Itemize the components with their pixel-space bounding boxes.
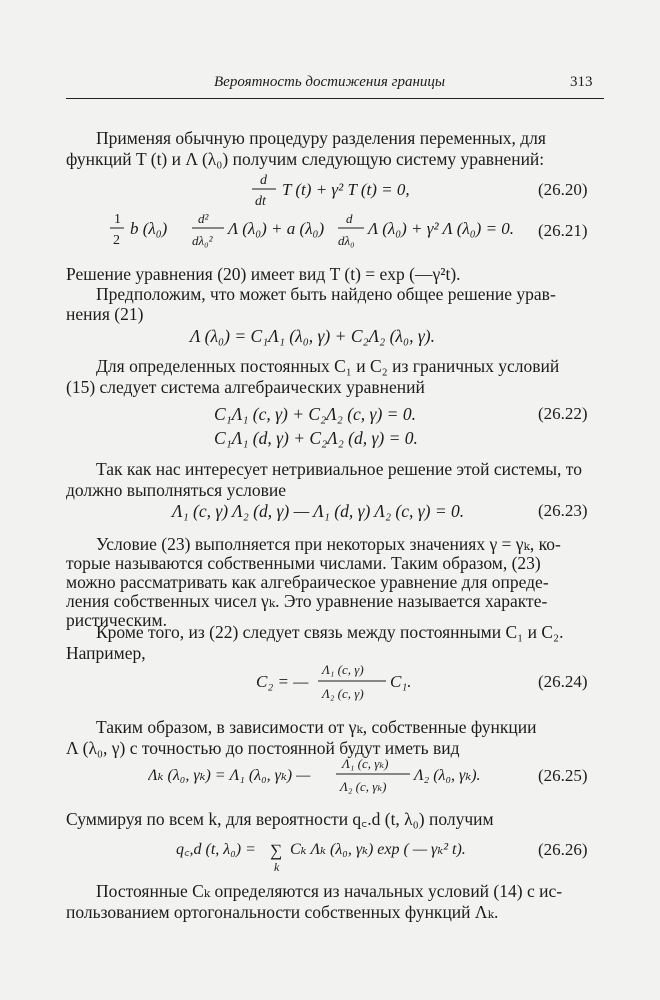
paragraph-3-line-2: нения (21) — [66, 304, 144, 324]
equation-number-26-20: (26.20) — [538, 180, 588, 199]
paragraph-7-line-2: Например, — [66, 643, 146, 663]
eq25-lhs: Λₖ (λ₀, γₖ) = Λ₁ (λ₀, γₖ) — — [148, 767, 311, 784]
equation-number-26-21: (26.21) — [538, 221, 588, 240]
paragraph-1-line-1: Применяя обычную процедуру разделения переменных, для — [96, 128, 546, 148]
equation-general-solution: Λ (λ₀) = C₁Λ₁ (λ₀, γ) + C₂Λ₂ (λ₀, γ). — [190, 326, 435, 346]
eq21-f2-num: d — [346, 211, 353, 226]
equation-26-21 — [110, 208, 530, 259]
eq24-tail: C₁. — [390, 672, 412, 691]
equation-26-23: Λ₁ (c, γ) Λ₂ (d, γ) — Λ₁ (d, γ) Λ₂ (c, γ) = 0. — [172, 501, 465, 521]
equation-number-26-25: (26.25) — [538, 766, 588, 785]
paragraph-6-line-3: можно рассматривать как алгебраическое уравнение для опреде- — [66, 572, 549, 592]
eq26-sum: ∑ — [270, 841, 283, 860]
eq21-f2-den: dλ₀ — [338, 233, 355, 248]
eq21-f1-den: dλ₀² — [192, 233, 213, 248]
header-rule — [66, 98, 604, 99]
equation-26-26 — [176, 830, 496, 883]
equation-26-24-svg — [256, 660, 436, 706]
paragraph-1-line-2: функций T (t) и Λ (λ₀) получим следующую систему уравнений: — [66, 149, 545, 169]
eq21-t1: b (λ₀) — [130, 219, 168, 238]
paragraph-8-line-1: Таким образом, в зависимости от γₖ, собственные функции — [96, 717, 537, 737]
equation-number-26-26: (26.26) — [538, 840, 588, 859]
page-number: 313 — [570, 74, 593, 90]
eq26-sum-index: k — [274, 860, 280, 874]
paragraph-6-line-5: ристическим. — [66, 610, 167, 630]
equation-number-26-24: (26.24) — [538, 672, 588, 691]
paragraph-7-line-1: Кроме того, из (22) следует связь между постоянными C₁ и C₂. — [96, 622, 564, 642]
paragraph-6-line-1: Условие (23) выполняется при некоторых значениях γ = γₖ, ко- — [96, 534, 561, 554]
equation-26-25 — [148, 754, 518, 805]
eq25-num: Λ₁ (c, γₖ) — [342, 756, 389, 771]
eq25-den: Λ₂ (c, γₖ) — [340, 779, 387, 794]
eq20-frac-den: dt — [255, 194, 266, 209]
running-header-title: Вероятность достижения границы — [214, 74, 446, 90]
eq25-tail: Λ₂ (λ₀, γₖ). — [414, 767, 481, 784]
paragraph-3-line-1: Предположим, что может быть найдено общее решение урав- — [96, 284, 556, 304]
equation-26-25-svg — [148, 754, 518, 800]
equation-26-22-line-1: C₁Λ₁ (c, γ) + C₂Λ₂ (c, γ) = 0. — [214, 404, 416, 424]
paragraph-10-line-2: пользованием ортогональности собственных функций Λₖ. — [66, 902, 499, 922]
paragraph-4-line-2: (15) следует система алгебраических уравнений — [66, 377, 425, 397]
eq20-frac-num: d — [260, 173, 267, 188]
equation-26-22-line-2: C₁Λ₁ (d, γ) + C₂Λ₂ (d, γ) = 0. — [214, 428, 418, 448]
eq26-lhs: q꜀,d (t, λ₀) = — [176, 841, 256, 858]
paragraph-5-line-2: должно выполняться условие — [66, 480, 287, 500]
paragraph-9: Суммируя по всем k, для вероятности q꜀.d (t, λ₀) получим — [66, 809, 494, 829]
eq21-f1-num: d² — [198, 211, 209, 226]
equation-26-20-svg — [252, 170, 482, 212]
eq21-t3: Λ (λ₀) + γ² Λ (λ₀) = 0. — [368, 219, 515, 238]
equation-number-26-23: (26.23) — [538, 501, 588, 520]
equation-number-26-22: (26.22) — [538, 404, 588, 423]
eq24-lhs: C₂ = — — [256, 672, 309, 691]
paragraph-10-line-1: Постоянные Cₖ определяются из начальных условий (14) с ис- — [96, 881, 563, 901]
eq21-c-den: 2 — [113, 233, 120, 248]
eq24-den: Λ₂ (c, γ) — [322, 686, 364, 701]
eq24-num: Λ₁ (c, γ) — [322, 662, 364, 677]
eq21-t2: Λ (λ₀) + a (λ₀) — [228, 219, 325, 238]
eq20-rest: T (t) + γ² T (t) = 0, — [282, 180, 410, 199]
eq21-c-num: 1 — [114, 212, 121, 227]
equation-26-24 — [256, 660, 436, 711]
paragraph-5-line-1: Так как нас интересует нетривиальное решение этой системы, то — [96, 459, 582, 479]
paragraph-6-line-2: торые называются собственными числами. Таким образом, (23) — [66, 553, 541, 573]
paragraph-6-line-4: ления собственных чисел γₖ. Это уравнение называется характе- — [66, 591, 548, 611]
paragraph-8-line-2: Λ (λ₀, γ) с точностью до постоянной будут иметь вид — [66, 738, 460, 758]
equation-26-21-svg — [110, 208, 530, 254]
eq26-rest: Cₖ Λₖ (λ₀, γₖ) exp ( — γₖ² t). — [290, 841, 466, 858]
equation-26-26-svg — [176, 830, 496, 878]
paragraph-4-line-1: Для определенных постоянных C₁ и C₂ из граничных условий — [96, 356, 560, 376]
paragraph-2: Решение уравнения (20) имеет вид T (t) = exp (—γ²t). — [66, 264, 461, 284]
